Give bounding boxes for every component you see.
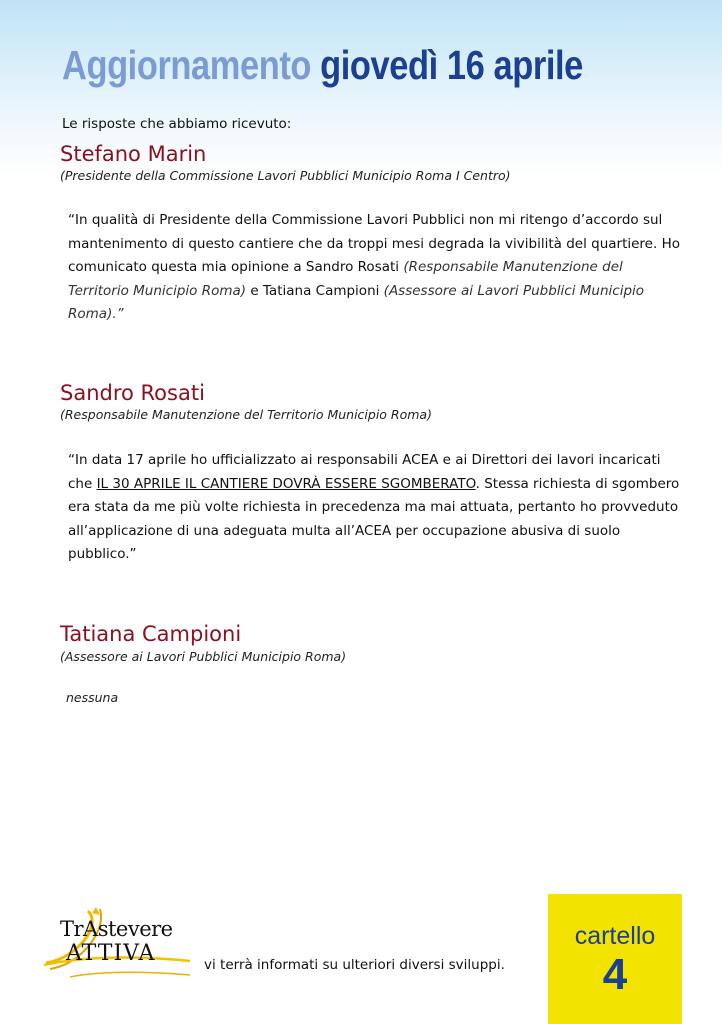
- intro-text: Le risposte che abbiamo ricevuto:: [62, 116, 292, 132]
- person-name-sandro: Sandro Rosati: [60, 381, 205, 405]
- title-part-1: Aggiornamento: [62, 42, 312, 88]
- quote-text: . Stessa richiesta di sgombero era stata da me più volte richiesta in precedenza ma mai attuata, pertanto ho provveduto all’applicazione di una adeguata multa all’ACEA per occupazione abusiva di suolo pubblico.”: [68, 475, 680, 562]
- footer-text: vi terrà informati su ulteriori diversi sviluppi.: [204, 957, 505, 973]
- quote-text: “In qualità di Presidente della Commissione Lavori Pubblici non mi ritengo d’accordo sul mantenimento di questo cantiere che da troppi mesi degrada la vivibilità del quartiere. Ho comunicato questa mia opinione a Sandro Rosati: [68, 212, 680, 275]
- quote-sandro: [68, 449, 684, 567]
- quote-text: “In data 17 aprile ho ufficializzato ai responsabili ACEA e ai Direttori dei lavori incaricati che: [68, 452, 661, 492]
- logo-text-line2: ATTIVA: [66, 941, 156, 966]
- quote-tatiana: nessuna: [66, 690, 119, 705]
- quote-stefano: [68, 209, 684, 327]
- cartello-label: cartello: [574, 922, 656, 950]
- cartello-badge: [548, 894, 682, 1024]
- quote-italic: (Responsabile Manutenzione del Territorio Municipio Roma): [68, 259, 623, 299]
- cartello-number: 4: [602, 950, 628, 999]
- quote-underlined: IL 30 APRILE IL CANTIERE DOVRÀ ESSERE SGOMBERATO: [96, 475, 476, 492]
- person-role-sandro: (Responsabile Manutenzione del Territorio Municipio Roma): [60, 407, 432, 422]
- quote-italic: (Assessore ai Lavori Pubblici Municipio Roma).”: [68, 282, 645, 322]
- logo-text-line1: TrAstevere: [60, 917, 173, 941]
- trastevere-attiva-logo: [40, 905, 200, 985]
- person-name-tatiana: Tatiana Campioni: [60, 622, 242, 646]
- title-part-2: giovedì 16 aprile: [320, 42, 583, 88]
- person-role-stefano: (Presidente della Commissione Lavori Pubblici Municipio Roma I Centro): [60, 168, 511, 183]
- person-role-tatiana: (Assessore ai Lavori Pubblici Municipio Roma): [60, 649, 347, 664]
- person-name-stefano: Stefano Marin: [60, 142, 207, 166]
- page-title: [62, 42, 583, 89]
- quote-text: e Tatiana Campioni: [246, 282, 384, 299]
